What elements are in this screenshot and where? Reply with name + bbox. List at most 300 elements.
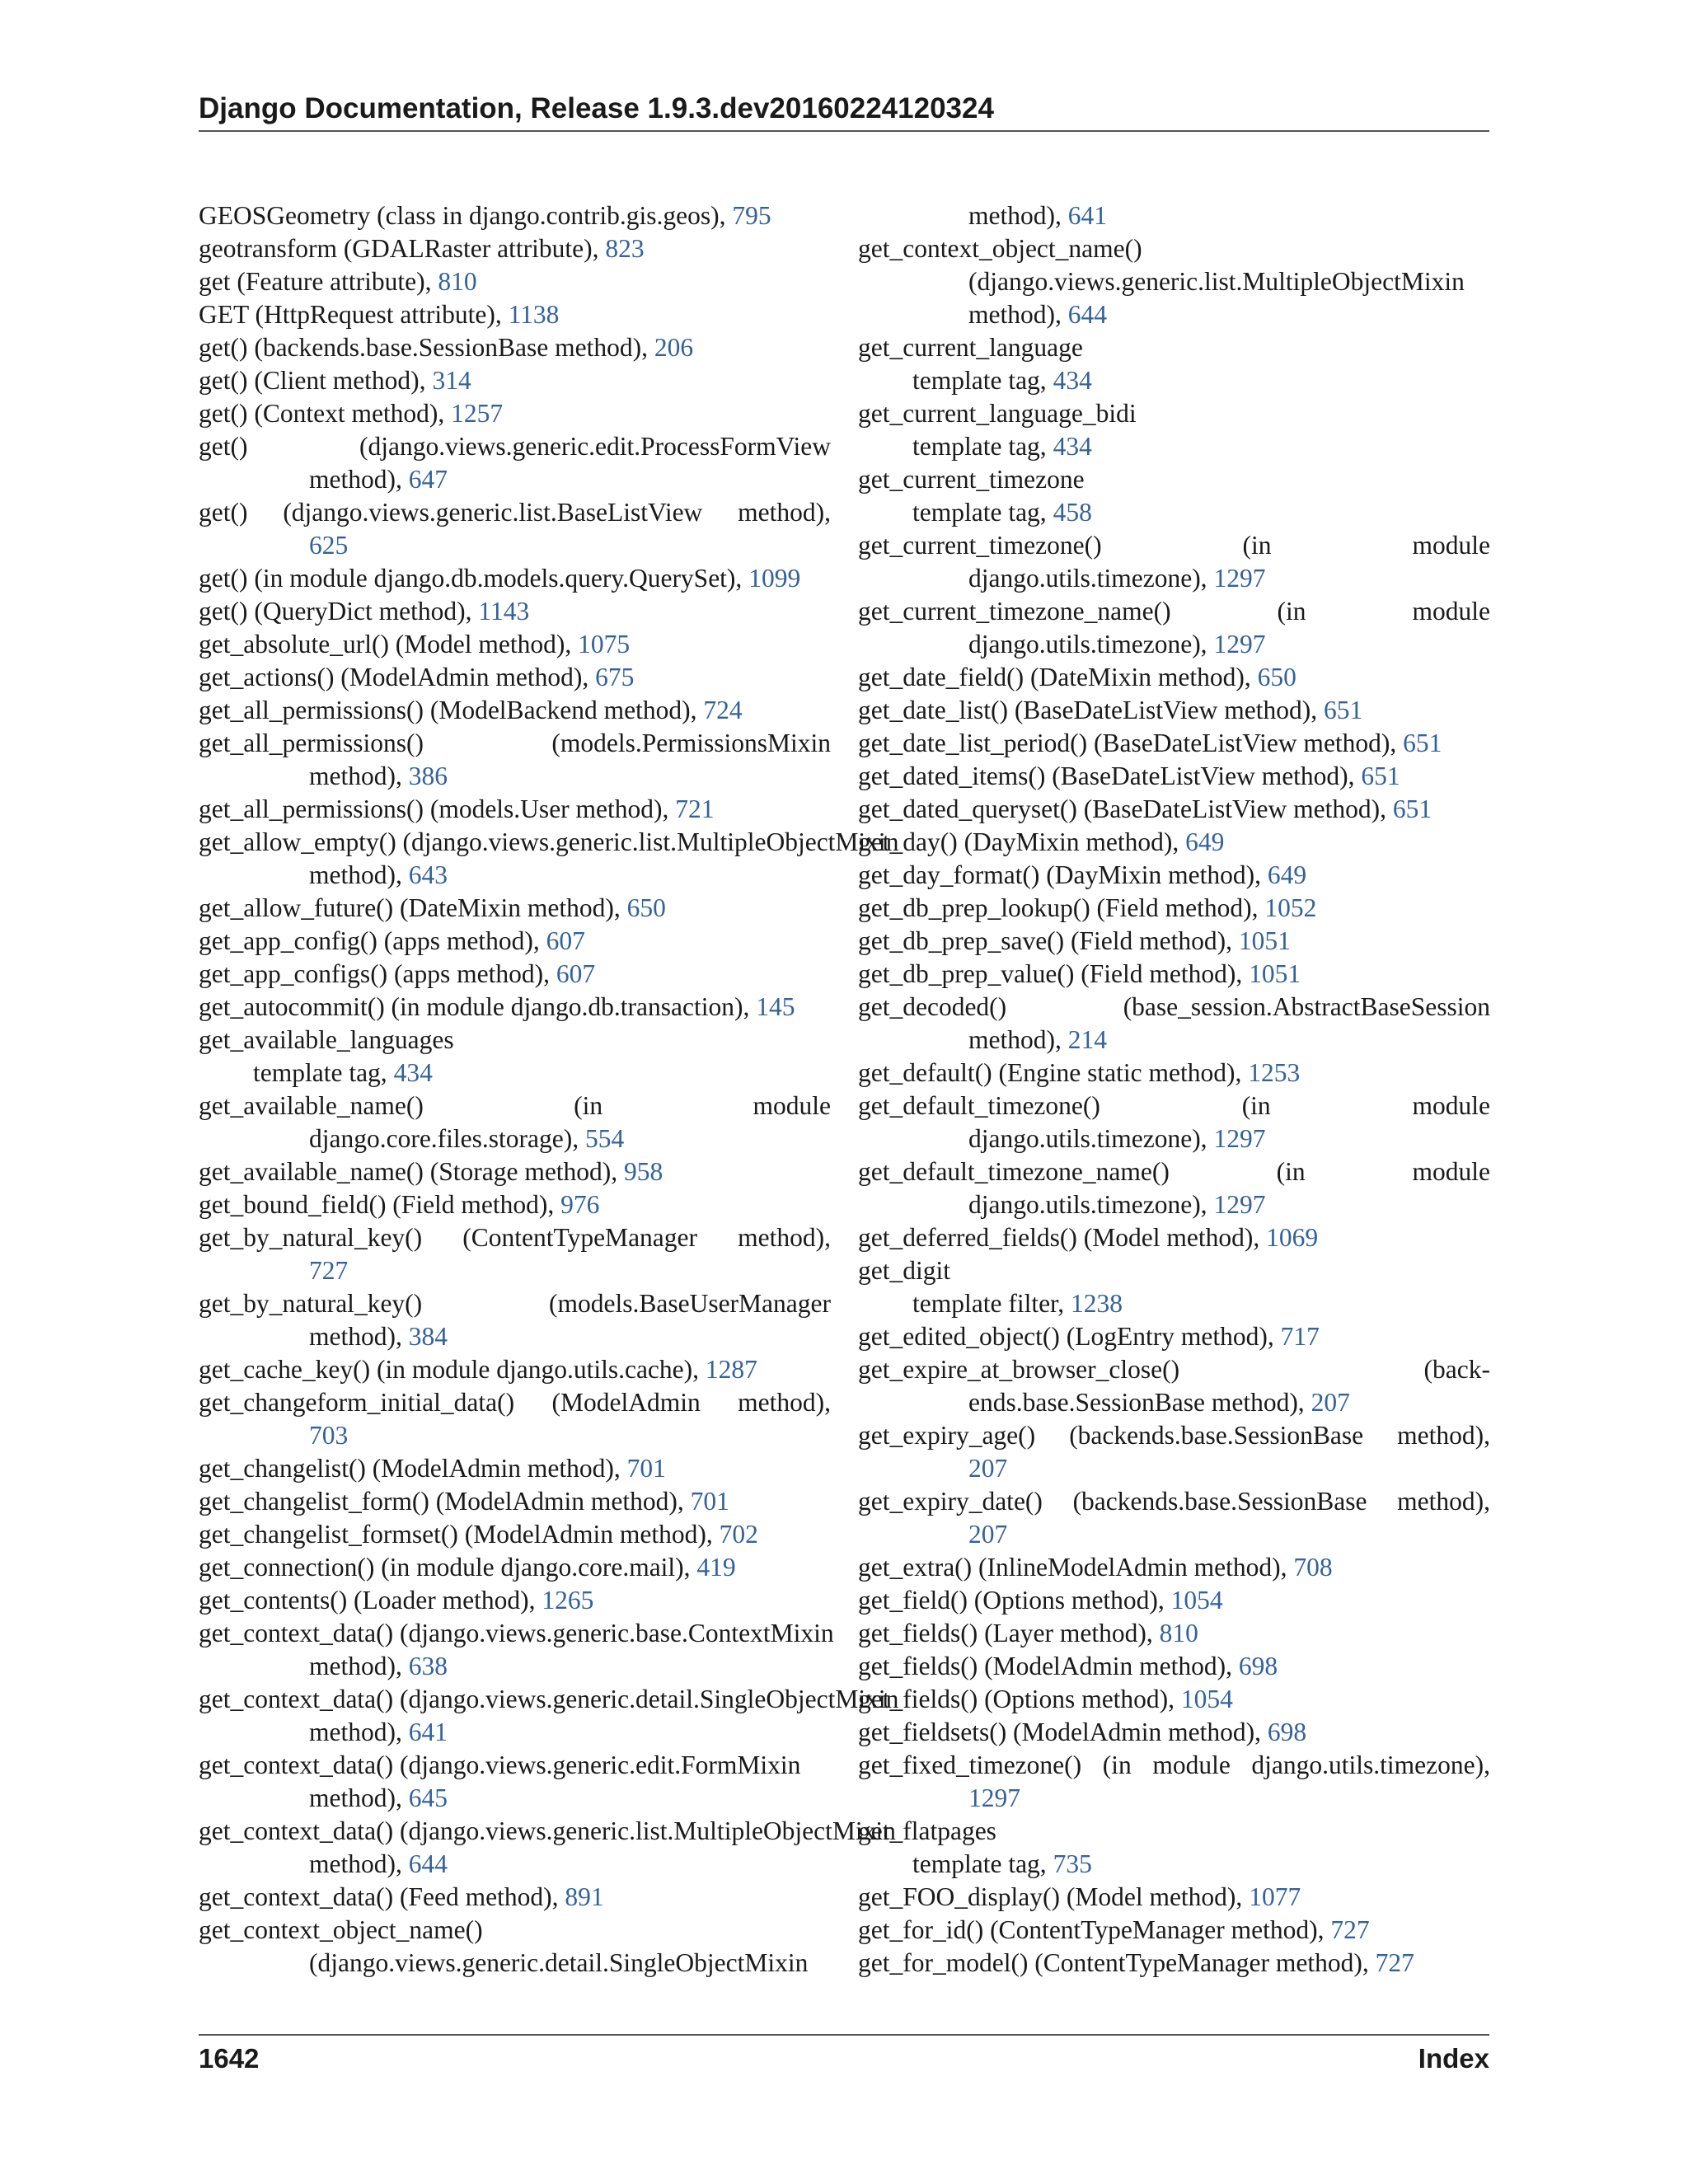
index-entry bbox=[199, 1683, 899, 1749]
entry-text: get_all_permissions() (models.User method), bbox=[199, 794, 676, 823]
entry-text: method), bbox=[309, 860, 409, 889]
index-entry bbox=[858, 760, 1490, 793]
index-entry bbox=[858, 397, 1490, 463]
index-entry-line bbox=[199, 892, 831, 925]
page-link[interactable]: 641 bbox=[408, 1718, 448, 1746]
entry-line-content bbox=[858, 333, 1083, 362]
index-entry-line bbox=[858, 397, 1490, 430]
page-link[interactable]: 651 bbox=[1403, 729, 1442, 757]
index-entry-line bbox=[199, 1221, 831, 1254]
index-entry-line bbox=[858, 1155, 1490, 1188]
index-entry bbox=[858, 958, 1490, 991]
index-entry-line bbox=[858, 1386, 1490, 1419]
entry-line-content bbox=[858, 1816, 996, 1845]
page-link[interactable]: 727 bbox=[1375, 1948, 1414, 1977]
index-entry bbox=[199, 1452, 831, 1485]
entry-text: get_available_name() (Storage method), bbox=[199, 1157, 625, 1186]
section-name: Index bbox=[1418, 2043, 1489, 2074]
entry-text: get_autocommit() (in module django.db.transaction), bbox=[199, 992, 757, 1021]
entry-text: get_default() (Engine static method), bbox=[858, 1058, 1249, 1087]
entry-text: get_fields() (Layer method), bbox=[858, 1619, 1160, 1647]
index-entry bbox=[858, 232, 1490, 331]
page-link[interactable]: 641 bbox=[1067, 201, 1107, 230]
index-entry-line bbox=[858, 232, 1490, 265]
entry-line-content bbox=[858, 663, 1296, 691]
entry-line-content bbox=[199, 1520, 758, 1549]
entry-line-content bbox=[858, 1619, 1198, 1647]
entry-text: get_fieldsets() (ModelAdmin method), bbox=[858, 1718, 1268, 1746]
page-link[interactable]: 1069 bbox=[1266, 1223, 1319, 1252]
entry-text: template tag, bbox=[912, 366, 1053, 395]
entry-text: get_extra() (InlineModelAdmin method), bbox=[858, 1553, 1294, 1582]
index-entry bbox=[858, 1914, 1490, 1947]
index-entry-line bbox=[199, 826, 899, 859]
index-entry bbox=[199, 1881, 831, 1914]
page-link[interactable]: 645 bbox=[408, 1783, 448, 1812]
page-link[interactable]: 1297 bbox=[1213, 1124, 1266, 1153]
entry-text: get_available_languages bbox=[199, 1025, 454, 1054]
page-link[interactable]: 644 bbox=[1067, 300, 1107, 329]
page-link[interactable]: 795 bbox=[732, 201, 771, 230]
index-entry bbox=[199, 1353, 831, 1386]
index-entry-line bbox=[858, 892, 1490, 925]
entry-text: get_context_data() (django.views.generic.edit.FormMixin bbox=[199, 1750, 801, 1779]
entry-text: get_default_timezone() bbox=[858, 1091, 1100, 1120]
page-link[interactable]: 1265 bbox=[542, 1586, 594, 1615]
page-link[interactable]: 419 bbox=[696, 1553, 736, 1582]
index-entry bbox=[858, 892, 1490, 925]
index-entry-line bbox=[858, 793, 1490, 826]
index-entry-line bbox=[858, 925, 1490, 958]
entry-line-content bbox=[858, 1586, 1223, 1615]
index-entry-line bbox=[199, 1155, 831, 1188]
index-entry bbox=[858, 1683, 1490, 1716]
entry-line-content bbox=[199, 300, 559, 329]
entry-text: get_by_natural_key() bbox=[199, 1223, 423, 1252]
entry-text: get_decoded() bbox=[858, 992, 1007, 1021]
entry-line-content bbox=[858, 1223, 1318, 1252]
index-entry bbox=[858, 694, 1490, 727]
index-entry bbox=[858, 1716, 1490, 1749]
index-entry-line bbox=[858, 991, 1490, 1024]
page-link[interactable]: 708 bbox=[1293, 1553, 1333, 1582]
page-link[interactable]: 206 bbox=[654, 333, 694, 362]
index-entry-line bbox=[199, 694, 831, 727]
entry-line-content bbox=[858, 696, 1362, 724]
page-link[interactable]: 1051 bbox=[1249, 959, 1301, 988]
index-entry-line bbox=[199, 595, 831, 628]
index-entry bbox=[858, 1947, 1490, 1980]
page-link[interactable]: 735 bbox=[1053, 1849, 1092, 1878]
index-entry-line bbox=[858, 1485, 1490, 1518]
index-entry-line bbox=[858, 496, 1490, 529]
entry-text: get_by_natural_key() bbox=[199, 1289, 423, 1318]
entry-text: get_fields() (Options method), bbox=[858, 1685, 1181, 1713]
entry-line-content bbox=[199, 1157, 663, 1186]
page-link[interactable]: 698 bbox=[1238, 1652, 1278, 1680]
page-link[interactable]: 701 bbox=[626, 1454, 666, 1483]
page-link[interactable]: 1297 bbox=[1213, 564, 1266, 593]
index-entry-line bbox=[858, 1320, 1490, 1353]
entry-text: get_available_name() bbox=[199, 1091, 424, 1120]
page-link[interactable]: 1138 bbox=[508, 300, 560, 329]
entry-line-content bbox=[858, 1322, 1320, 1351]
entry-text: template tag, bbox=[912, 1849, 1053, 1878]
index-entry-line bbox=[858, 727, 1490, 760]
entry-line-content bbox=[199, 1190, 599, 1219]
page-link[interactable]: 1143 bbox=[478, 597, 530, 626]
entry-text: get_day_format() (DayMixin method), bbox=[858, 860, 1268, 889]
entry-line-content bbox=[199, 926, 585, 955]
entry-line-content bbox=[858, 729, 1442, 757]
index-entry-line bbox=[858, 1057, 1490, 1090]
entry-text: method), bbox=[309, 1849, 409, 1878]
entry-text: get (Feature attribute), bbox=[199, 267, 438, 296]
index-entry-line bbox=[199, 1452, 831, 1485]
entry-text: get() (in module django.db.models.query.QuerySet), bbox=[199, 564, 749, 593]
entry-text: (django.views.generic.list.BaseListView bbox=[283, 498, 703, 527]
header-rule bbox=[199, 130, 1489, 132]
entry-line-content bbox=[858, 1256, 950, 1285]
page-link[interactable]: 1297 bbox=[1213, 630, 1266, 658]
index-entry-line bbox=[199, 628, 831, 661]
entry-line-content bbox=[309, 1652, 448, 1680]
page-link[interactable]: 314 bbox=[432, 366, 471, 395]
page-link[interactable]: 607 bbox=[546, 926, 585, 955]
index-entry-line bbox=[858, 1848, 1490, 1881]
entry-line-content bbox=[199, 366, 471, 395]
entry-line-content bbox=[199, 333, 693, 362]
entry-line-content bbox=[968, 1025, 1107, 1054]
index-entry bbox=[199, 628, 831, 661]
index-entry bbox=[199, 1485, 831, 1518]
index-entry-line bbox=[199, 661, 831, 694]
entry-text: module bbox=[1412, 531, 1490, 560]
index-entry bbox=[199, 430, 831, 496]
page-link[interactable]: 1297 bbox=[968, 1783, 1020, 1812]
index-entry bbox=[199, 1090, 831, 1155]
index-entry-line bbox=[199, 463, 831, 496]
entry-text: get_current_timezone bbox=[858, 465, 1085, 494]
entry-text: get_current_timezone() bbox=[858, 531, 1102, 560]
entry-text: django.core.files.storage), bbox=[309, 1124, 585, 1153]
entry-text: get_flatpages bbox=[858, 1816, 996, 1845]
entry-text: module bbox=[1152, 1750, 1231, 1779]
entry-text: method), bbox=[738, 1388, 831, 1417]
entry-text: (in bbox=[1102, 1750, 1132, 1779]
entry-text: get() (Context method), bbox=[199, 399, 452, 428]
page-link[interactable]: 434 bbox=[1053, 432, 1092, 461]
entry-text: get_actions() (ModelAdmin method), bbox=[199, 663, 596, 691]
index-entry-line bbox=[199, 1881, 831, 1914]
entry-line-content bbox=[199, 630, 630, 658]
index-entry bbox=[199, 298, 831, 331]
entry-line-content bbox=[968, 1190, 1265, 1219]
page-link[interactable]: 721 bbox=[675, 794, 715, 823]
index-entry-line bbox=[199, 1419, 831, 1452]
page-link[interactable]: 207 bbox=[968, 1454, 1008, 1483]
page-link[interactable]: 703 bbox=[309, 1421, 349, 1450]
index-column-right bbox=[858, 199, 1490, 1980]
index-entry-line bbox=[199, 1386, 831, 1419]
index-entry bbox=[858, 1155, 1490, 1221]
entry-text: get_context_object_name() bbox=[858, 234, 1142, 263]
page-link[interactable]: 1054 bbox=[1180, 1685, 1233, 1713]
page-link[interactable]: 1257 bbox=[451, 399, 504, 428]
index-entry-line bbox=[858, 1122, 1490, 1155]
index-entry-line bbox=[199, 562, 831, 595]
index-entry bbox=[199, 727, 831, 793]
entry-text: (back- bbox=[1423, 1355, 1490, 1384]
entry-line-content bbox=[199, 1553, 736, 1582]
page-link[interactable]: 434 bbox=[393, 1058, 433, 1087]
page-link[interactable]: 1051 bbox=[1238, 926, 1291, 955]
page-link[interactable]: 810 bbox=[438, 267, 477, 296]
entry-line-content bbox=[199, 1685, 898, 1713]
entry-text: get_dated_items() (BaseDateListView method), bbox=[858, 762, 1362, 790]
entry-line-content bbox=[199, 959, 595, 988]
entry-line-content bbox=[199, 597, 529, 626]
entry-text: ends.base.SessionBase method), bbox=[968, 1388, 1311, 1417]
entry-line-content bbox=[309, 1783, 448, 1812]
page-link[interactable]: 625 bbox=[309, 531, 349, 560]
entry-line-content bbox=[199, 696, 743, 724]
entry-text: get() bbox=[199, 432, 248, 461]
page-link[interactable]: 976 bbox=[560, 1190, 600, 1219]
index-entry bbox=[858, 1353, 1490, 1419]
entry-line-content bbox=[199, 827, 898, 856]
index-entry bbox=[199, 892, 831, 925]
entry-text: get_default_timezone_name() bbox=[858, 1157, 1170, 1186]
page-link[interactable]: 643 bbox=[408, 860, 448, 889]
page-link[interactable]: 214 bbox=[1067, 1025, 1107, 1054]
entry-text: method), bbox=[968, 201, 1068, 230]
entry-line-content bbox=[858, 1058, 1300, 1087]
index-entry bbox=[199, 793, 831, 826]
index-entry-line bbox=[858, 265, 1490, 298]
entry-line-content bbox=[912, 1289, 1123, 1318]
entry-text: get_context_data() (django.views.generic.list.MultipleObjectMixin bbox=[199, 1816, 896, 1845]
index-column-left bbox=[199, 199, 899, 1980]
page-link[interactable]: 1052 bbox=[1264, 893, 1317, 922]
entry-line-content bbox=[199, 1025, 454, 1054]
page-link[interactable]: 727 bbox=[1330, 1915, 1370, 1944]
entry-text: get_absolute_url() (Model method), bbox=[199, 630, 579, 658]
index-entry-line bbox=[858, 859, 1490, 892]
index-entry bbox=[858, 199, 1490, 232]
index-entry-line bbox=[858, 1881, 1490, 1914]
index-entry bbox=[858, 727, 1490, 760]
entry-text: method), bbox=[309, 1783, 409, 1812]
entry-text: get_fields() (ModelAdmin method), bbox=[858, 1652, 1239, 1680]
index-entry bbox=[199, 1287, 831, 1353]
entry-text: method), bbox=[309, 1652, 409, 1680]
entry-text: (in bbox=[1277, 597, 1306, 626]
index-entry-line bbox=[199, 232, 831, 265]
entry-line-content bbox=[199, 1915, 483, 1944]
index-entry bbox=[199, 1815, 896, 1881]
page-link[interactable]: 386 bbox=[408, 762, 448, 790]
index-entry-line bbox=[199, 1320, 831, 1353]
page-link[interactable]: 650 bbox=[626, 893, 666, 922]
entry-line-content bbox=[199, 1882, 604, 1911]
index-entry-line bbox=[199, 364, 831, 397]
page-link[interactable]: 647 bbox=[408, 465, 448, 494]
page-link[interactable]: 810 bbox=[1159, 1619, 1198, 1647]
entry-line-content bbox=[309, 1322, 448, 1351]
page-link[interactable]: 701 bbox=[690, 1487, 729, 1516]
entry-text: get() (QueryDict method), bbox=[199, 597, 479, 626]
index-entry-line bbox=[199, 1057, 831, 1090]
index-entry-line bbox=[858, 1782, 1490, 1815]
index-entry bbox=[199, 826, 899, 892]
index-entry-line bbox=[199, 1617, 834, 1650]
footer-rule bbox=[199, 2034, 1489, 2036]
entry-line-content bbox=[309, 1124, 624, 1153]
index-entry-line bbox=[199, 1188, 831, 1221]
page-link[interactable]: 145 bbox=[756, 992, 795, 1021]
entry-text: get_cache_key() (in module django.utils.cache), bbox=[199, 1355, 706, 1384]
index-entry-line bbox=[858, 430, 1490, 463]
index-entry bbox=[858, 1881, 1490, 1914]
page-link[interactable]: 717 bbox=[1280, 1322, 1320, 1351]
entry-text: django.utils.timezone), bbox=[968, 1124, 1214, 1153]
entry-line-content bbox=[858, 827, 1224, 856]
page-link[interactable]: 651 bbox=[1392, 794, 1432, 823]
entry-text: get_day() (DayMixin method), bbox=[858, 827, 1186, 856]
index-entry bbox=[199, 562, 831, 595]
entry-line-content bbox=[968, 564, 1265, 593]
page-link[interactable]: 702 bbox=[719, 1520, 758, 1549]
index-entry-line bbox=[858, 1452, 1490, 1485]
page-link[interactable]: 823 bbox=[605, 234, 645, 263]
index-entry-line bbox=[858, 529, 1490, 562]
entry-text: get_contents() (Loader method), bbox=[199, 1586, 542, 1615]
entry-line-content bbox=[199, 201, 771, 230]
entry-line-content bbox=[968, 1454, 1007, 1483]
index-entry-line bbox=[858, 1683, 1490, 1716]
page-link[interactable]: 651 bbox=[1361, 762, 1400, 790]
index-entry-line bbox=[199, 793, 831, 826]
entry-line-content bbox=[199, 893, 666, 922]
index-entry-line bbox=[199, 1947, 831, 1980]
page-link[interactable]: 651 bbox=[1323, 696, 1363, 724]
page-link[interactable]: 607 bbox=[556, 959, 596, 988]
entry-line-content bbox=[968, 1783, 1020, 1812]
index-entry-line bbox=[199, 1090, 831, 1122]
entry-text: get_date_field() (DateMixin method), bbox=[858, 663, 1258, 691]
entry-line-content bbox=[309, 1421, 348, 1450]
entry-line-content bbox=[858, 762, 1400, 790]
entry-text: get_all_permissions() bbox=[199, 729, 424, 757]
entry-text: get_edited_object() (LogEntry method), bbox=[858, 1322, 1281, 1351]
entry-text: get_for_id() (ContentTypeManager method), bbox=[858, 1915, 1331, 1944]
entry-text: module bbox=[1412, 1157, 1490, 1186]
page-link[interactable]: 1297 bbox=[1213, 1190, 1266, 1219]
index-entry bbox=[199, 595, 831, 628]
page-link[interactable]: 554 bbox=[585, 1124, 625, 1153]
index-entry bbox=[858, 1617, 1490, 1650]
page-link[interactable]: 1287 bbox=[705, 1355, 757, 1384]
page-link[interactable]: 1238 bbox=[1071, 1289, 1123, 1318]
page-link[interactable]: 207 bbox=[1311, 1388, 1350, 1417]
entry-text: get_context_data() (django.views.generic.detail.SingleObjectMixin bbox=[199, 1685, 899, 1713]
entry-text: (models.PermissionsMixin bbox=[551, 729, 831, 757]
page-link[interactable]: 1054 bbox=[1170, 1586, 1223, 1615]
entry-line-content bbox=[858, 893, 1316, 922]
page-link[interactable]: 644 bbox=[408, 1849, 448, 1878]
entry-text: template tag, bbox=[253, 1058, 394, 1087]
index-entry-line bbox=[858, 1353, 1490, 1386]
page-link[interactable]: 650 bbox=[1257, 663, 1296, 691]
entry-text: get_db_prep_value() (Field method), bbox=[858, 959, 1250, 988]
index-entry-line bbox=[858, 463, 1490, 496]
index-entry-line bbox=[858, 826, 1490, 859]
index-entry-line bbox=[199, 430, 831, 463]
index-entry bbox=[858, 1090, 1490, 1155]
entry-line-content bbox=[912, 1849, 1092, 1878]
entry-line-content bbox=[199, 1487, 729, 1516]
index-entry bbox=[199, 199, 831, 232]
entry-text: get_expiry_date() bbox=[858, 1487, 1043, 1516]
entry-text: (models.BaseUserManager bbox=[548, 1289, 831, 1318]
entry-text: get_for_model() (ContentTypeManager method), bbox=[858, 1948, 1376, 1977]
entry-text: get_app_config() (apps method), bbox=[199, 926, 546, 955]
entry-text: get_db_prep_save() (Field method), bbox=[858, 926, 1239, 955]
index-entry bbox=[858, 826, 1490, 859]
index-entry-line bbox=[199, 1518, 831, 1551]
page-link[interactable]: 891 bbox=[565, 1882, 604, 1911]
entry-text: method), bbox=[1397, 1487, 1490, 1516]
entry-text: (in bbox=[1276, 1157, 1306, 1186]
page-link[interactable]: 727 bbox=[309, 1256, 349, 1285]
index-entry-line bbox=[858, 562, 1490, 595]
index-entry-line bbox=[858, 1617, 1490, 1650]
index-entry bbox=[858, 925, 1490, 958]
index-entry-line bbox=[858, 1518, 1490, 1551]
page-link[interactable]: 649 bbox=[1185, 827, 1225, 856]
page-link[interactable]: 675 bbox=[595, 663, 635, 691]
index-entry-line bbox=[199, 1353, 831, 1386]
index-entry-line bbox=[199, 1024, 831, 1057]
index-entry bbox=[858, 1485, 1490, 1551]
page-link[interactable]: 207 bbox=[968, 1520, 1008, 1549]
page-link[interactable]: 1253 bbox=[1248, 1058, 1301, 1087]
index-entry bbox=[858, 331, 1490, 397]
page-link[interactable]: 1077 bbox=[1249, 1882, 1301, 1911]
entry-text: get_changelist_formset() (ModelAdmin method), bbox=[199, 1520, 720, 1549]
page-link[interactable]: 724 bbox=[703, 696, 743, 724]
page-link[interactable]: 649 bbox=[1267, 860, 1307, 889]
index-entry-line bbox=[199, 1254, 831, 1287]
page-link[interactable]: 698 bbox=[1267, 1718, 1307, 1746]
entry-text: get_changeform_initial_data() bbox=[199, 1388, 515, 1417]
index-entry-line bbox=[858, 694, 1490, 727]
page-link[interactable]: 384 bbox=[408, 1322, 448, 1351]
page-link[interactable]: 638 bbox=[408, 1652, 448, 1680]
entry-line-content bbox=[858, 926, 1291, 955]
page-link[interactable]: 1099 bbox=[748, 564, 801, 593]
page-number: 1642 bbox=[199, 2043, 260, 2074]
page-link[interactable]: 458 bbox=[1053, 498, 1092, 527]
entry-text: (in bbox=[574, 1091, 603, 1120]
page-link[interactable]: 1075 bbox=[578, 630, 631, 658]
page-link[interactable]: 434 bbox=[1053, 366, 1092, 395]
entry-line-content bbox=[253, 1058, 433, 1087]
page-link[interactable]: 958 bbox=[624, 1157, 663, 1186]
entry-text: method), bbox=[738, 1223, 831, 1252]
index-entry bbox=[199, 496, 831, 562]
